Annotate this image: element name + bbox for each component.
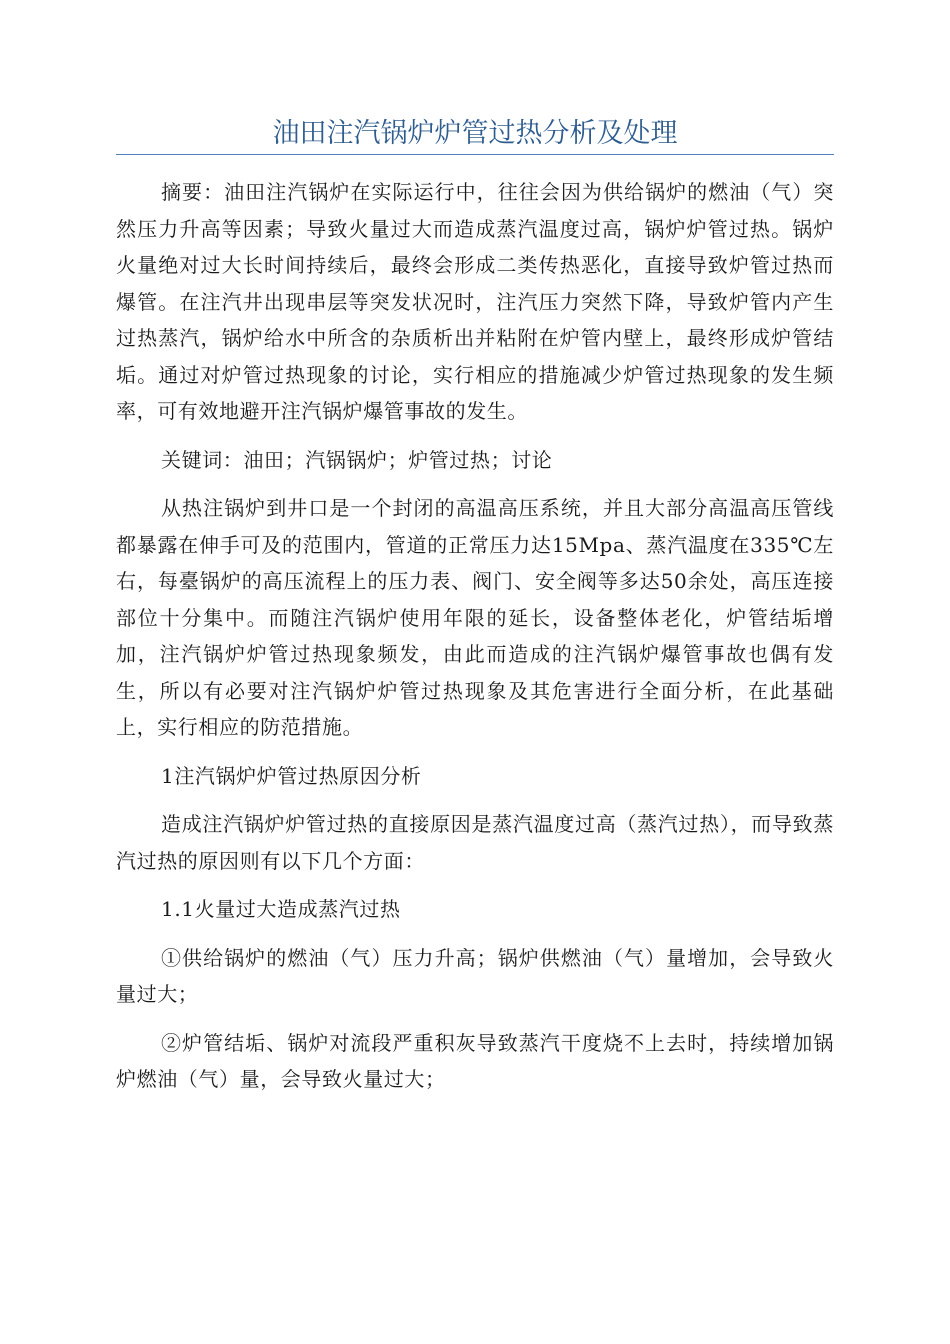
intro-paragraph: 从热注锅炉到井口是一个封闭的高温高压系统，并且大部分高温高压管线都暴露在伸手可及的范围内，管道的正常压力达15Mpa、蒸汽温度在335℃左右，每臺锅炉的高压流程上的压力表、阀门、安全阀等多达50余处，高压连接部位十分集中。而随注汽锅炉使用年限的延长，设备整体老化，炉管结垢增加，注汽锅炉炉管过热现象频发，由此而造成的注汽锅炉爆管事故也偶有发生，所以有必要对注汽锅炉炉管过热现象及其危害进行全面分析，在此基础上，实行相应的防范措施。 <box>116 496 834 739</box>
document-body <box>116 174 834 1110</box>
document-title: 油田注汽锅炉炉管过热分析及处理 <box>272 118 678 149</box>
list-item-2: ②炉管结垢、锅炉对流段严重积灰导致蒸汽干度烧不上去时，持续增加锅炉燃油（气）量，会导致火量过大； <box>116 1030 834 1091</box>
subsection-heading-1-1: 1.1火量过大造成蒸汽过热 <box>161 897 401 921</box>
list-item-1: ①供给锅炉的燃油（气）压力升高；锅炉供燃油（气）量增加，会导致火量过大； <box>116 945 834 1006</box>
abstract-paragraph: 摘要：油田注汽锅炉在实际运行中，往往会因为供给锅炉的燃油（气）突然压力升高等因素；导致火量过大而造成蒸汽温度过高，锅炉炉管过热。锅炉火量绝对过大长时间持续后，最终会形成二类传热恶化，直接导致炉管过热而爆管。在注汽井出现串层等突发状况时，注汽压力突然下降，导致炉管内产生过热蒸汽，锅炉给水中所含的杂质析出并粘附在炉管内壁上，最终形成炉管结垢。通过对炉管过热现象的讨论，实行相应的措施减少炉管过热现象的发生频率，可有效地避开注汽锅炉爆管事故的发生。 <box>116 180 834 423</box>
title-underline <box>116 154 834 155</box>
keywords-paragraph: 关键词：油田；汽锅锅炉；炉管过热；讨论 <box>161 447 553 472</box>
section-1-paragraph: 造成注汽锅炉炉管过热的直接原因是蒸汽温度过高（蒸汽过热），而导致蒸汽过热的原因则有以下几个方面： <box>116 812 834 873</box>
section-heading-1: 1注汽锅炉炉管过热原因分析 <box>161 763 422 788</box>
